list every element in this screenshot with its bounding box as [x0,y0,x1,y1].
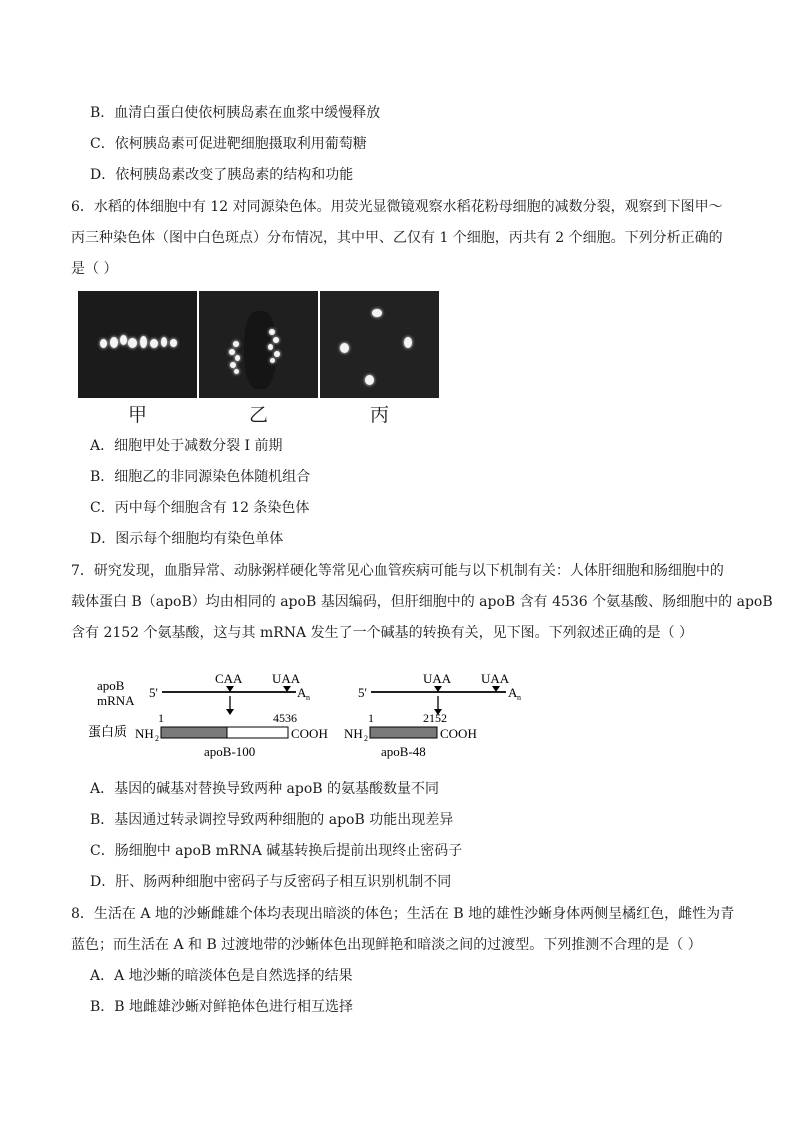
codon-caa: CAA [215,671,243,686]
marker-uaa-left [283,686,291,692]
q7-option-a: A．基因的碱基对替换导致两种 apoB 的氨基酸数量不同 [90,781,440,797]
protein-label: 蛋白质 [88,724,128,739]
q7-stem-line-2: 载体蛋白 B（apoB）均由相同的 apoB 基因编码，但肝细胞中的 apoB 含有 4536 个氨基酸、肠细胞中的 apoB [71,594,773,610]
cooh-left: COOH [291,726,328,741]
protein-bar-intestine [370,727,437,738]
protein-bar-liver-shaded [161,727,227,738]
marker-uaa-edited [434,686,442,692]
q8-option-b: B．B 地雌雄沙蜥对鲜艳体色进行相互选择 [90,999,354,1015]
nh2-left-sub: 2 [155,734,159,743]
micrograph-yi [199,291,318,398]
panel-label-bing: 丙 [369,404,389,426]
q6-stem-line-2: 丙三种染色体（图中白色斑点）分布情况，其中甲、乙仅有 1 个细胞，丙共有 2 个细胞。下列分析正确的 [71,230,723,246]
mrna-label-line-2: mRNA [97,693,135,708]
q7-option-d: D．肝、肠两种细胞中密码子与反密码子相互识别机制不同 [90,874,452,890]
five-prime-right: 5' [358,685,367,700]
start-position-right: 1 [368,711,374,725]
liver-end-position: 4536 [273,711,297,725]
micrograph-jia [78,291,197,398]
micrograph-bing [320,291,439,398]
cooh-right: COOH [440,726,477,741]
q7-option-b: B．基因通过转录调控导致两种细胞的 apoB 功能出现差异 [90,812,454,828]
q6-option-c: C．丙中每个细胞含有 12 条染色体 [90,500,310,516]
panel-label-yi: 乙 [248,404,268,426]
q6-option-d: D．图示每个细胞均有染色单体 [90,531,284,547]
q8-option-a: A．A 地沙蜥的暗淡体色是自然选择的结果 [90,968,353,984]
start-position-left: 1 [158,711,164,725]
q6-stem-line-3: 是（ ） [71,261,118,277]
q6-stem-line-1: 6．水稻的体细胞中有 12 对同源染色体。用荧光显微镜观察水稻花粉母细胞的减数分裂，观察到下图甲～ [71,199,723,215]
apob-editing-diagram [0,660,560,770]
q5-option-c: C．依柯胰岛素可促进靶细胞摄取利用葡萄糖 [90,136,367,152]
q6-option-a: A．细胞甲处于减数分裂 I 前期 [90,438,283,454]
poly-a-left-sub: n [306,693,310,702]
q5-option-d: D．依柯胰岛素改变了胰岛素的结构和功能 [90,167,354,183]
apob-48-label: apoB-48 [381,744,426,759]
apob-100-label: apoB-100 [204,744,256,759]
nh2-right: NH [344,726,363,741]
q7-option-c: C．肠细胞中 apoB mRNA 碱基转换后提前出现终止密码子 [90,843,463,859]
mrna-label-line-1: apoB [97,678,125,693]
codon-uaa-edited: UAA [423,671,452,686]
marker-uaa-right [492,686,500,692]
nh2-left: NH [135,726,154,741]
q8-stem-line-2: 蓝色；而生活在 A 和 B 过渡地带的沙蜥体色出现鲜艳和暗淡之间的过渡型。下列推测不合理的是（ ） [71,937,702,953]
poly-a-right-sub: n [517,693,521,702]
intestine-end-position: 2152 [423,711,447,725]
q5-option-b: B．血清白蛋白使依柯胰岛素在血浆中缓慢释放 [90,105,381,121]
codon-uaa-right: UAA [481,671,510,686]
five-prime-left: 5' [149,685,158,700]
q6-option-b: B．细胞乙的非同源染色体随机组合 [90,469,311,485]
codon-uaa-left: UAA [272,671,301,686]
nh2-right-sub: 2 [364,734,368,743]
q7-stem-line-1: 7．研究发现，血脂异常、动脉粥样硬化等常见心血管疾病可能与以下机制有关：人体肝细胞和肠细胞中的 [71,563,724,579]
protein-bar-liver-open [227,727,288,738]
q8-stem-line-1: 8．生活在 A 地的沙蜥雌雄个体均表现出暗淡的体色；生活在 B 地的雄性沙蜥身体两侧呈橘红色，雌性为青 [71,906,735,922]
panel-label-jia: 甲 [127,404,147,426]
marker-caa [226,686,234,692]
q7-stem-line-3: 含有 2152 个氨基酸，这与其 mRNA 发生了一个碱基的转换有关，见下图。下列叙述正确的是（ ） [71,625,694,641]
poly-a-right: A [508,685,518,700]
poly-a-left: A [297,685,307,700]
arrow-caa-head [226,709,234,715]
